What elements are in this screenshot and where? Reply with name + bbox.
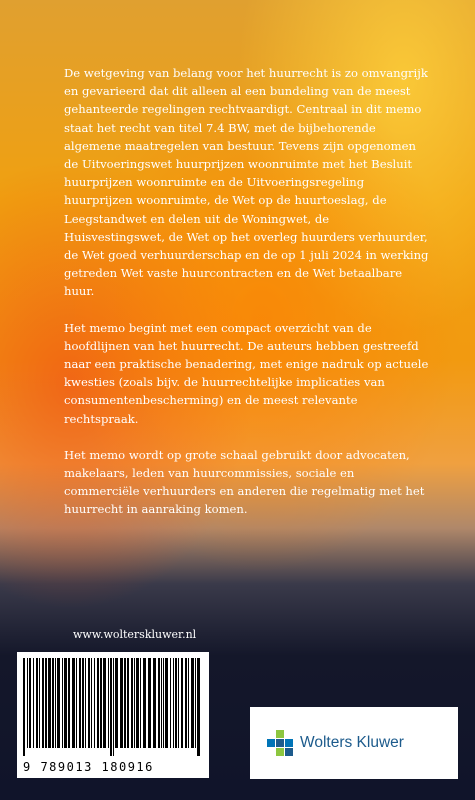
publisher-name: Wolters Kluwer [300,734,404,751]
barcode-bar [72,658,75,748]
barcode-bar [68,658,70,748]
barcode-bar [148,658,151,748]
barcode-bar [178,658,179,748]
barcode-bar [197,658,200,756]
barcode-bar [100,658,102,748]
barcode-bar [158,658,160,748]
barcode-bar [143,658,146,748]
barcode-bar [191,658,194,748]
barcode-bar [64,658,67,748]
barcode-bar [79,658,81,748]
barcode-icon [23,658,203,756]
blurb [64,64,429,537]
blurb-paragraph-2: Het memo begint met een compact overzicht van de hoofdlijnen van het huurrecht. De auteurs hebben gestreefd naar een praktische benadering, met enige nadruk op actuele kwesties (zoals bijv. de huurrechtelijke implicaties van consumentenbescherming) en de meest relevante rechtspraak. [64,320,429,426]
publisher-logo [250,707,458,779]
blurb-paragraph-3: Het memo wordt op grote schaal gebruikt door advocaten, makelaars, leden van huurcommissies, sociale en commerciële verhuurders en anderen die regelmatig met het huurrecht in aanraking komen. [64,447,425,517]
barcode-bar [136,658,139,748]
barcode-bar [134,658,135,748]
barcode-bar [94,658,95,748]
barcode-bar [27,658,28,748]
barcode-bar [181,658,183,748]
isbn-barcode [17,652,209,778]
barcode-bar [91,658,92,748]
barcode-bar [97,658,99,748]
barcode-bar [45,658,47,748]
barcode-bar [120,658,123,748]
barcode-bar [113,658,114,756]
barcode-bar [163,658,164,748]
barcode-bar [140,658,141,748]
barcode-bar [85,658,86,748]
barcode-bar [124,658,126,748]
barcode-bar [175,658,177,748]
barcode-bar [29,658,31,748]
blurb-paragraph-1: De wetgeving van belang voor het huurrecht is zo omvangrijk en gevarieerd dat dit alleen al een bundeling van de meest gehanteerde regelingen rechtvaardigt. Centraal in dit memo staat het recht van titel 7.4 BW, met de bijbehorende algemene maatregelen van bestuur. Tevens zijn opgenomen de Uitvoeringswet huurprijzen woonruimte met het Besluit huurprijzen woonruimte en de Uitvoeringsregeling huurprijzen woonruimte, de Wet op de huurtoeslag, de Leegstandwet en delen uit de Woningwet, de Huisvestingswet, de Wet op het overleg huurders verhuurder, de Wet goed verhuurderschap en de op 1 juli 2024 in werking getreden Wet vaste huurcontracten en de Wet betaalbare huur. [64,66,429,299]
barcode-bar [36,658,38,748]
barcode-bar [127,658,129,748]
barcode-bar [195,658,196,748]
barcode-bar [88,658,90,748]
barcode-bar [76,658,77,748]
barcode-bar [173,658,174,748]
barcode-bar [153,658,156,748]
barcode-bar [161,658,162,748]
barcode-bar [170,658,171,748]
barcode-bar [33,658,34,748]
barcode-bar [185,658,187,748]
barcode-bar [39,658,40,748]
barcode-bar [115,658,118,748]
barcode-bar [188,658,189,748]
barcode-bar [42,658,44,748]
barcode-bar [103,658,106,748]
barcode-bar [110,658,112,756]
barcode-bar [55,658,56,748]
website-url[interactable]: www.wolterskluwer.nl [73,628,197,641]
wolters-kluwer-logo-icon [267,730,293,756]
barcode-bar [57,658,60,748]
barcode-bar [23,658,25,756]
barcode-bar [165,658,168,748]
barcode-bar [48,658,51,748]
isbn-digits: 9 789013 180916 [23,760,154,774]
barcode-bar [62,658,63,748]
barcode-bar [82,658,84,748]
barcode-bar [131,658,133,748]
barcode-bar [108,658,109,748]
barcode-bar [52,658,54,748]
